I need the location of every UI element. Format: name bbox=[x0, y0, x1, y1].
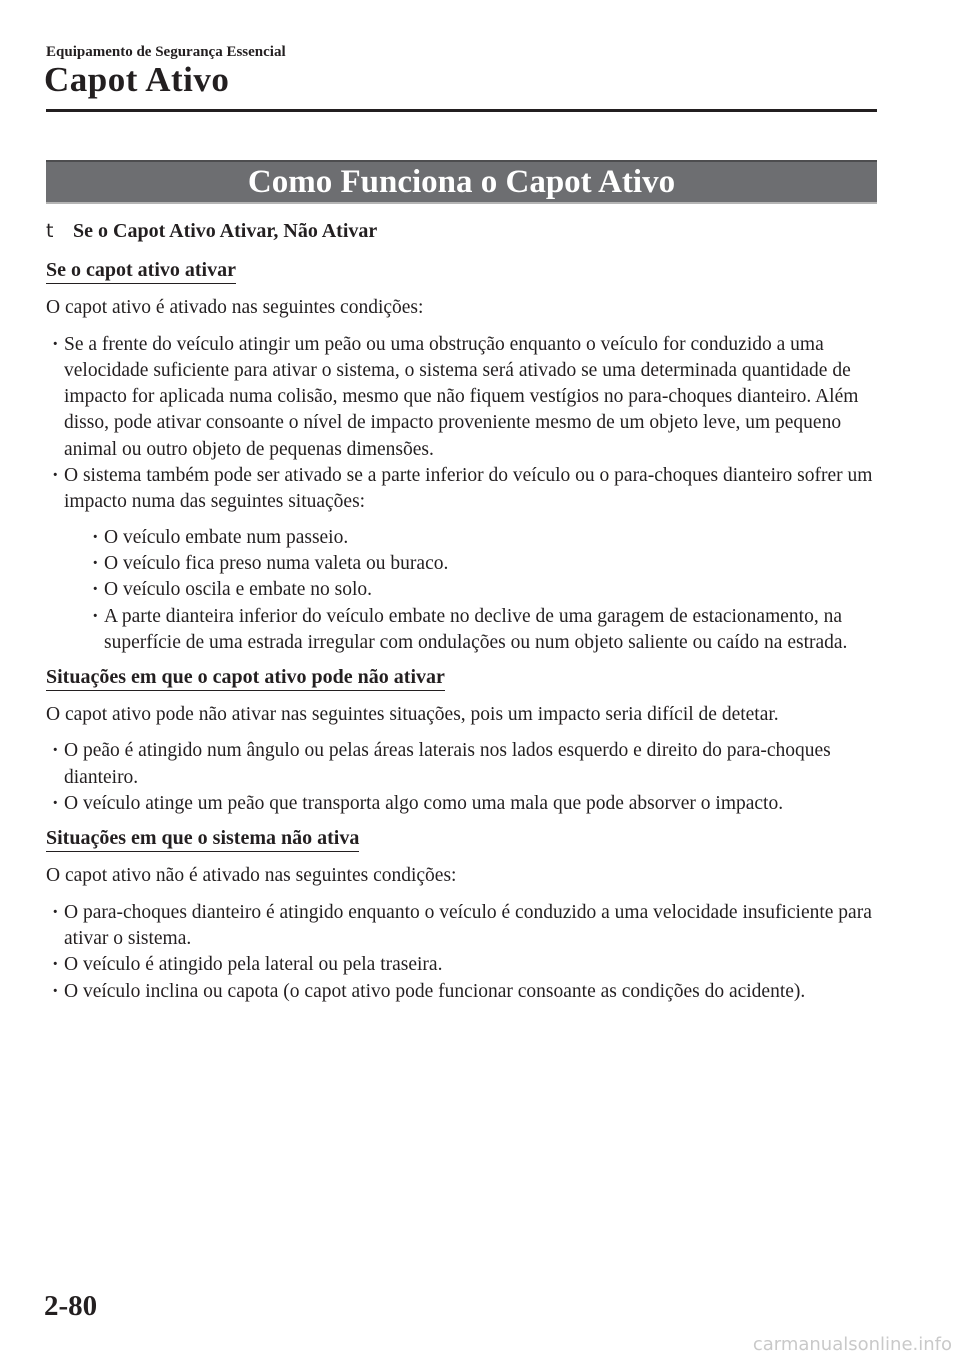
block-activation bbox=[46, 258, 876, 656]
header-rule bbox=[46, 109, 877, 112]
paragraph-may-not-activate-intro: O capot ativo pode não ativar nas seguintes situações, pois um impacto seria difícil de detetar. bbox=[46, 704, 779, 726]
section-banner: Como Funciona o Capot Ativo bbox=[46, 160, 877, 204]
list-item: · O veículo atinge um peão que transporta algo como uma mala que pode absorver o impacto. bbox=[46, 791, 876, 817]
sub-list-item: · O veículo embate num passeio. bbox=[86, 525, 876, 551]
subheading-activation: Se o capot ativo ativar bbox=[46, 258, 236, 284]
sub-bullet-list bbox=[64, 525, 876, 656]
chapter-title: Equipamento de Segurança Essencial bbox=[46, 44, 286, 60]
paragraph-does-not-activate-intro: O capot ativo não é ativado nas seguintes condições: bbox=[46, 865, 457, 887]
bullet-list-may-not-activate bbox=[46, 738, 876, 817]
list-item: · O veículo é atingido pela lateral ou pela traseira. bbox=[46, 952, 876, 978]
bullet-list-activation bbox=[46, 332, 876, 657]
sub-list-item: · O veículo fica preso numa valeta ou buraco. bbox=[86, 551, 876, 577]
block-may-not-activate bbox=[46, 665, 876, 817]
section-heading bbox=[46, 218, 876, 244]
block-does-not-activate bbox=[46, 826, 876, 1004]
list-item: · Se a frente do veículo atingir um peão ou uma obstrução enquanto o veículo for conduzido a uma velocidade suficiente para ativar o sistema, o sistema será ativado se uma determinada quantidade de impacto for aplicada numa colisão, mesmo que não fiquem vestígios no para-choques dianteiro. Além disso, pode ativar consoante o nível de impacto proveniente mesmo de um objeto leve, um pequeno animal ou outro objeto de pequenas dimensões. bbox=[46, 332, 876, 463]
subheading-does-not-activate: Situações em que o sistema não ativa bbox=[46, 826, 359, 852]
bullet-list-does-not-activate bbox=[46, 900, 876, 1005]
section-marker: t bbox=[46, 220, 54, 242]
subheading-may-not-activate: Situações em que o capot ativo pode não ativar bbox=[46, 665, 445, 691]
section-heading-text: Se o Capot Ativo Ativar, Não Ativar bbox=[73, 220, 378, 242]
page-number: 2-80 bbox=[44, 1290, 98, 1322]
watermark: carmanualsonline.info bbox=[752, 1334, 952, 1355]
list-item: · O peão é atingido num ângulo ou pelas áreas laterais nos lados esquerdo e direito do para-choques dianteiro. bbox=[46, 738, 876, 791]
paragraph-activation-intro: O capot ativo é ativado nas seguintes condições: bbox=[46, 297, 424, 319]
list-item-text: O sistema também pode ser ativado se a parte inferior do veículo ou o para-choques dianteiro sofrer um impacto numa das seguintes situações: bbox=[64, 465, 873, 513]
page-content bbox=[46, 218, 876, 1014]
sub-list-item: · A parte dianteira inferior do veículo embate no declive de uma garagem de estacionamento, na superfície de uma estrada irregular com ondulações ou num objeto saliente ou caído na estrada. bbox=[86, 604, 876, 657]
page-title: Capot Ativo bbox=[44, 60, 230, 99]
sub-list-item: · O veículo oscila e embate no solo. bbox=[86, 577, 876, 603]
list-item: · O veículo inclina ou capota (o capot ativo pode funcionar consoante as condições do acidente). bbox=[46, 979, 876, 1005]
list-item bbox=[46, 463, 876, 656]
list-item: · O para-choques dianteiro é atingido enquanto o veículo é conduzido a uma velocidade insuficiente para ativar o sistema. bbox=[46, 900, 876, 953]
